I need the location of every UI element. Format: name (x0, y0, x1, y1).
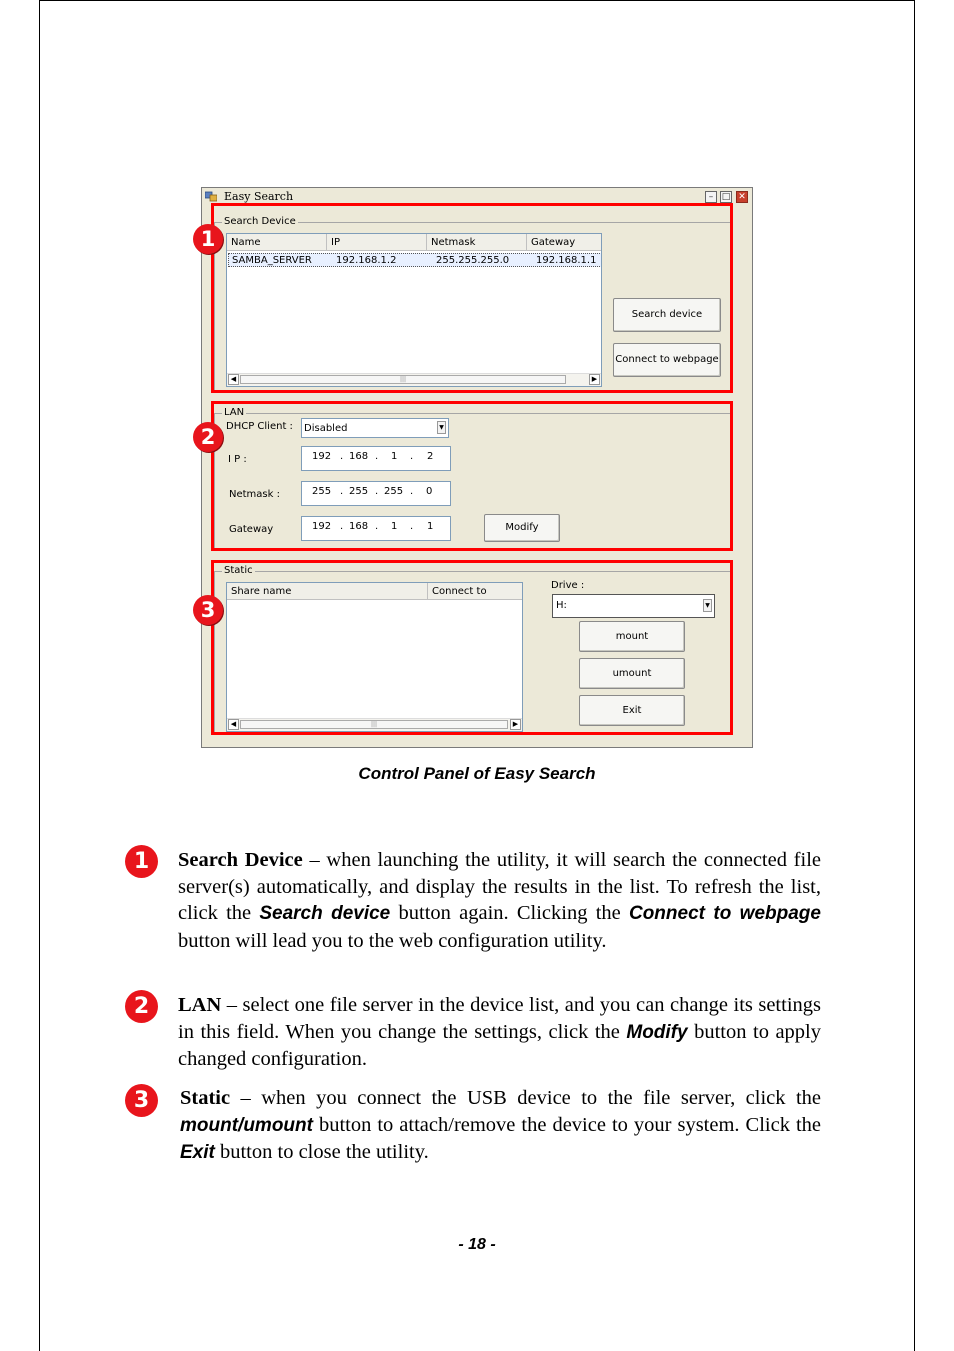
connect-webpage-button[interactable]: Connect to webpage (613, 343, 721, 377)
marker-2: 2 (193, 422, 223, 452)
close-button[interactable]: ✕ (736, 191, 748, 203)
paragraph-text: – when you connect the USB device to the file server, click the (230, 1087, 821, 1109)
marker-1: 1 (193, 224, 223, 254)
column-share-name[interactable]: Share name (227, 583, 428, 600)
marker-3: 3 (193, 595, 223, 625)
chevron-down-icon[interactable]: ▼ (703, 599, 712, 612)
search-device-button[interactable]: Search device (613, 298, 721, 332)
chevron-down-icon[interactable]: ▼ (437, 421, 446, 434)
drive-value: H: (556, 600, 567, 611)
bullet-2: 2 (125, 990, 158, 1023)
cell-name: SAMBA_SERVER (232, 255, 312, 266)
button-name-reference: Search device (259, 903, 391, 924)
paragraph-text: button again. Clicking the (390, 902, 629, 924)
umount-button[interactable]: umount (579, 658, 685, 689)
button-name-reference: Exit (180, 1142, 215, 1163)
ip-dot: . (375, 451, 379, 462)
modify-button[interactable]: Modify (484, 514, 560, 542)
cell-ip: 192.168.1.2 (336, 255, 397, 266)
term-heading: Static (180, 1087, 231, 1109)
ip-dot: . (410, 451, 414, 462)
paragraph-text: button to attach/remove the device to your system. Click the (312, 1113, 821, 1136)
scroll-right-icon[interactable]: ▶ (510, 719, 521, 730)
scroll-left-icon[interactable]: ◀ (228, 719, 239, 730)
dhcp-label: DHCP Client : (226, 421, 293, 432)
figure-caption: Control Panel of Easy Search (358, 764, 596, 783)
maximize-button[interactable]: □ (721, 192, 731, 202)
column-connect-to[interactable]: Connect to (428, 583, 523, 600)
button-name-reference: Modify (626, 1021, 688, 1043)
column-netmask[interactable]: Netmask (427, 234, 527, 251)
term-heading: LAN (178, 994, 222, 1016)
bullet-1: 1 (125, 845, 158, 878)
column-ip[interactable]: IP (327, 234, 427, 251)
netmask-label: Netmask : (229, 489, 280, 500)
scroll-thumb[interactable]: ||| (240, 720, 508, 729)
window-title: Easy Search (224, 190, 294, 203)
dhcp-value: Disabled (304, 423, 348, 434)
paragraph-text: button to apply changed configuration. (178, 1020, 821, 1070)
gateway-octet-4[interactable]: 1 (427, 521, 434, 532)
drive-label: Drive : (551, 580, 585, 591)
gateway-octet-3[interactable]: 1 (391, 521, 398, 532)
paragraph-static (180, 1085, 821, 1167)
cell-netmask: 255.255.255.0 (436, 255, 510, 266)
gateway-dot: . (340, 521, 344, 532)
scroll-thumb[interactable]: ||| (240, 375, 566, 384)
bullet-3: 3 (125, 1084, 158, 1117)
netmask-octet-3[interactable]: 255 (384, 486, 404, 497)
ip-label: I P : (228, 454, 247, 465)
ip-dot: . (340, 451, 344, 462)
scroll-left-icon[interactable]: ◀ (228, 374, 239, 385)
paragraph-search-device (178, 847, 821, 954)
highlight-box-search-device (211, 203, 733, 393)
netmask-octet-1[interactable]: 255 (312, 486, 332, 497)
paragraph-text: – select one file server in the device list, and you can change its settings in this field. When you change the settings, click the (178, 994, 821, 1043)
paragraph-text: button to close the utility. (214, 1141, 429, 1163)
netmask-octet-2[interactable]: 255 (349, 486, 369, 497)
netmask-octet-4[interactable]: 0 (426, 486, 433, 497)
highlight-box-lan (211, 401, 733, 551)
netmask-dot: . (375, 486, 379, 497)
netmask-dot: . (410, 486, 414, 497)
button-name-reference: mount/umount (180, 1114, 313, 1136)
mount-button[interactable]: mount (579, 621, 685, 652)
gateway-octet-1[interactable]: 192 (312, 521, 332, 532)
page-number: - 18 - (458, 1236, 496, 1253)
ip-octet-3[interactable]: 1 (391, 451, 398, 462)
paragraph-lan (178, 992, 821, 1073)
search-device-label: Search Device (224, 216, 296, 227)
gateway-dot: . (410, 521, 414, 532)
column-gateway[interactable]: Gateway (527, 234, 602, 251)
button-name-reference: Connect to webpage (628, 903, 821, 924)
ip-octet-4[interactable]: 2 (427, 451, 434, 462)
gateway-octet-2[interactable]: 168 (349, 521, 369, 532)
gateway-dot: . (375, 521, 379, 532)
paragraph-text: – when launching the utility, it will search the connected file server(s) automatically, and display the results in the list. To refresh the list, click the (178, 849, 821, 924)
scroll-right-icon[interactable]: ▶ (589, 374, 600, 385)
term-heading: Search Device (178, 849, 303, 871)
gateway-label: Gateway (229, 524, 274, 535)
exit-button[interactable]: Exit (579, 695, 685, 726)
lan-label: LAN (224, 407, 245, 418)
minimize-button[interactable]: – (705, 191, 717, 203)
app-icon (205, 191, 217, 202)
ip-octet-1[interactable]: 192 (312, 451, 332, 462)
netmask-dot: . (340, 486, 344, 497)
cell-gateway: 192.168.1.1 (536, 255, 597, 266)
column-name[interactable]: Name (227, 234, 327, 251)
ip-octet-2[interactable]: 168 (349, 451, 369, 462)
paragraph-text: button will lead you to the web configuration utility. (178, 929, 607, 952)
highlight-box-static (211, 560, 733, 735)
static-label: Static (224, 565, 253, 576)
